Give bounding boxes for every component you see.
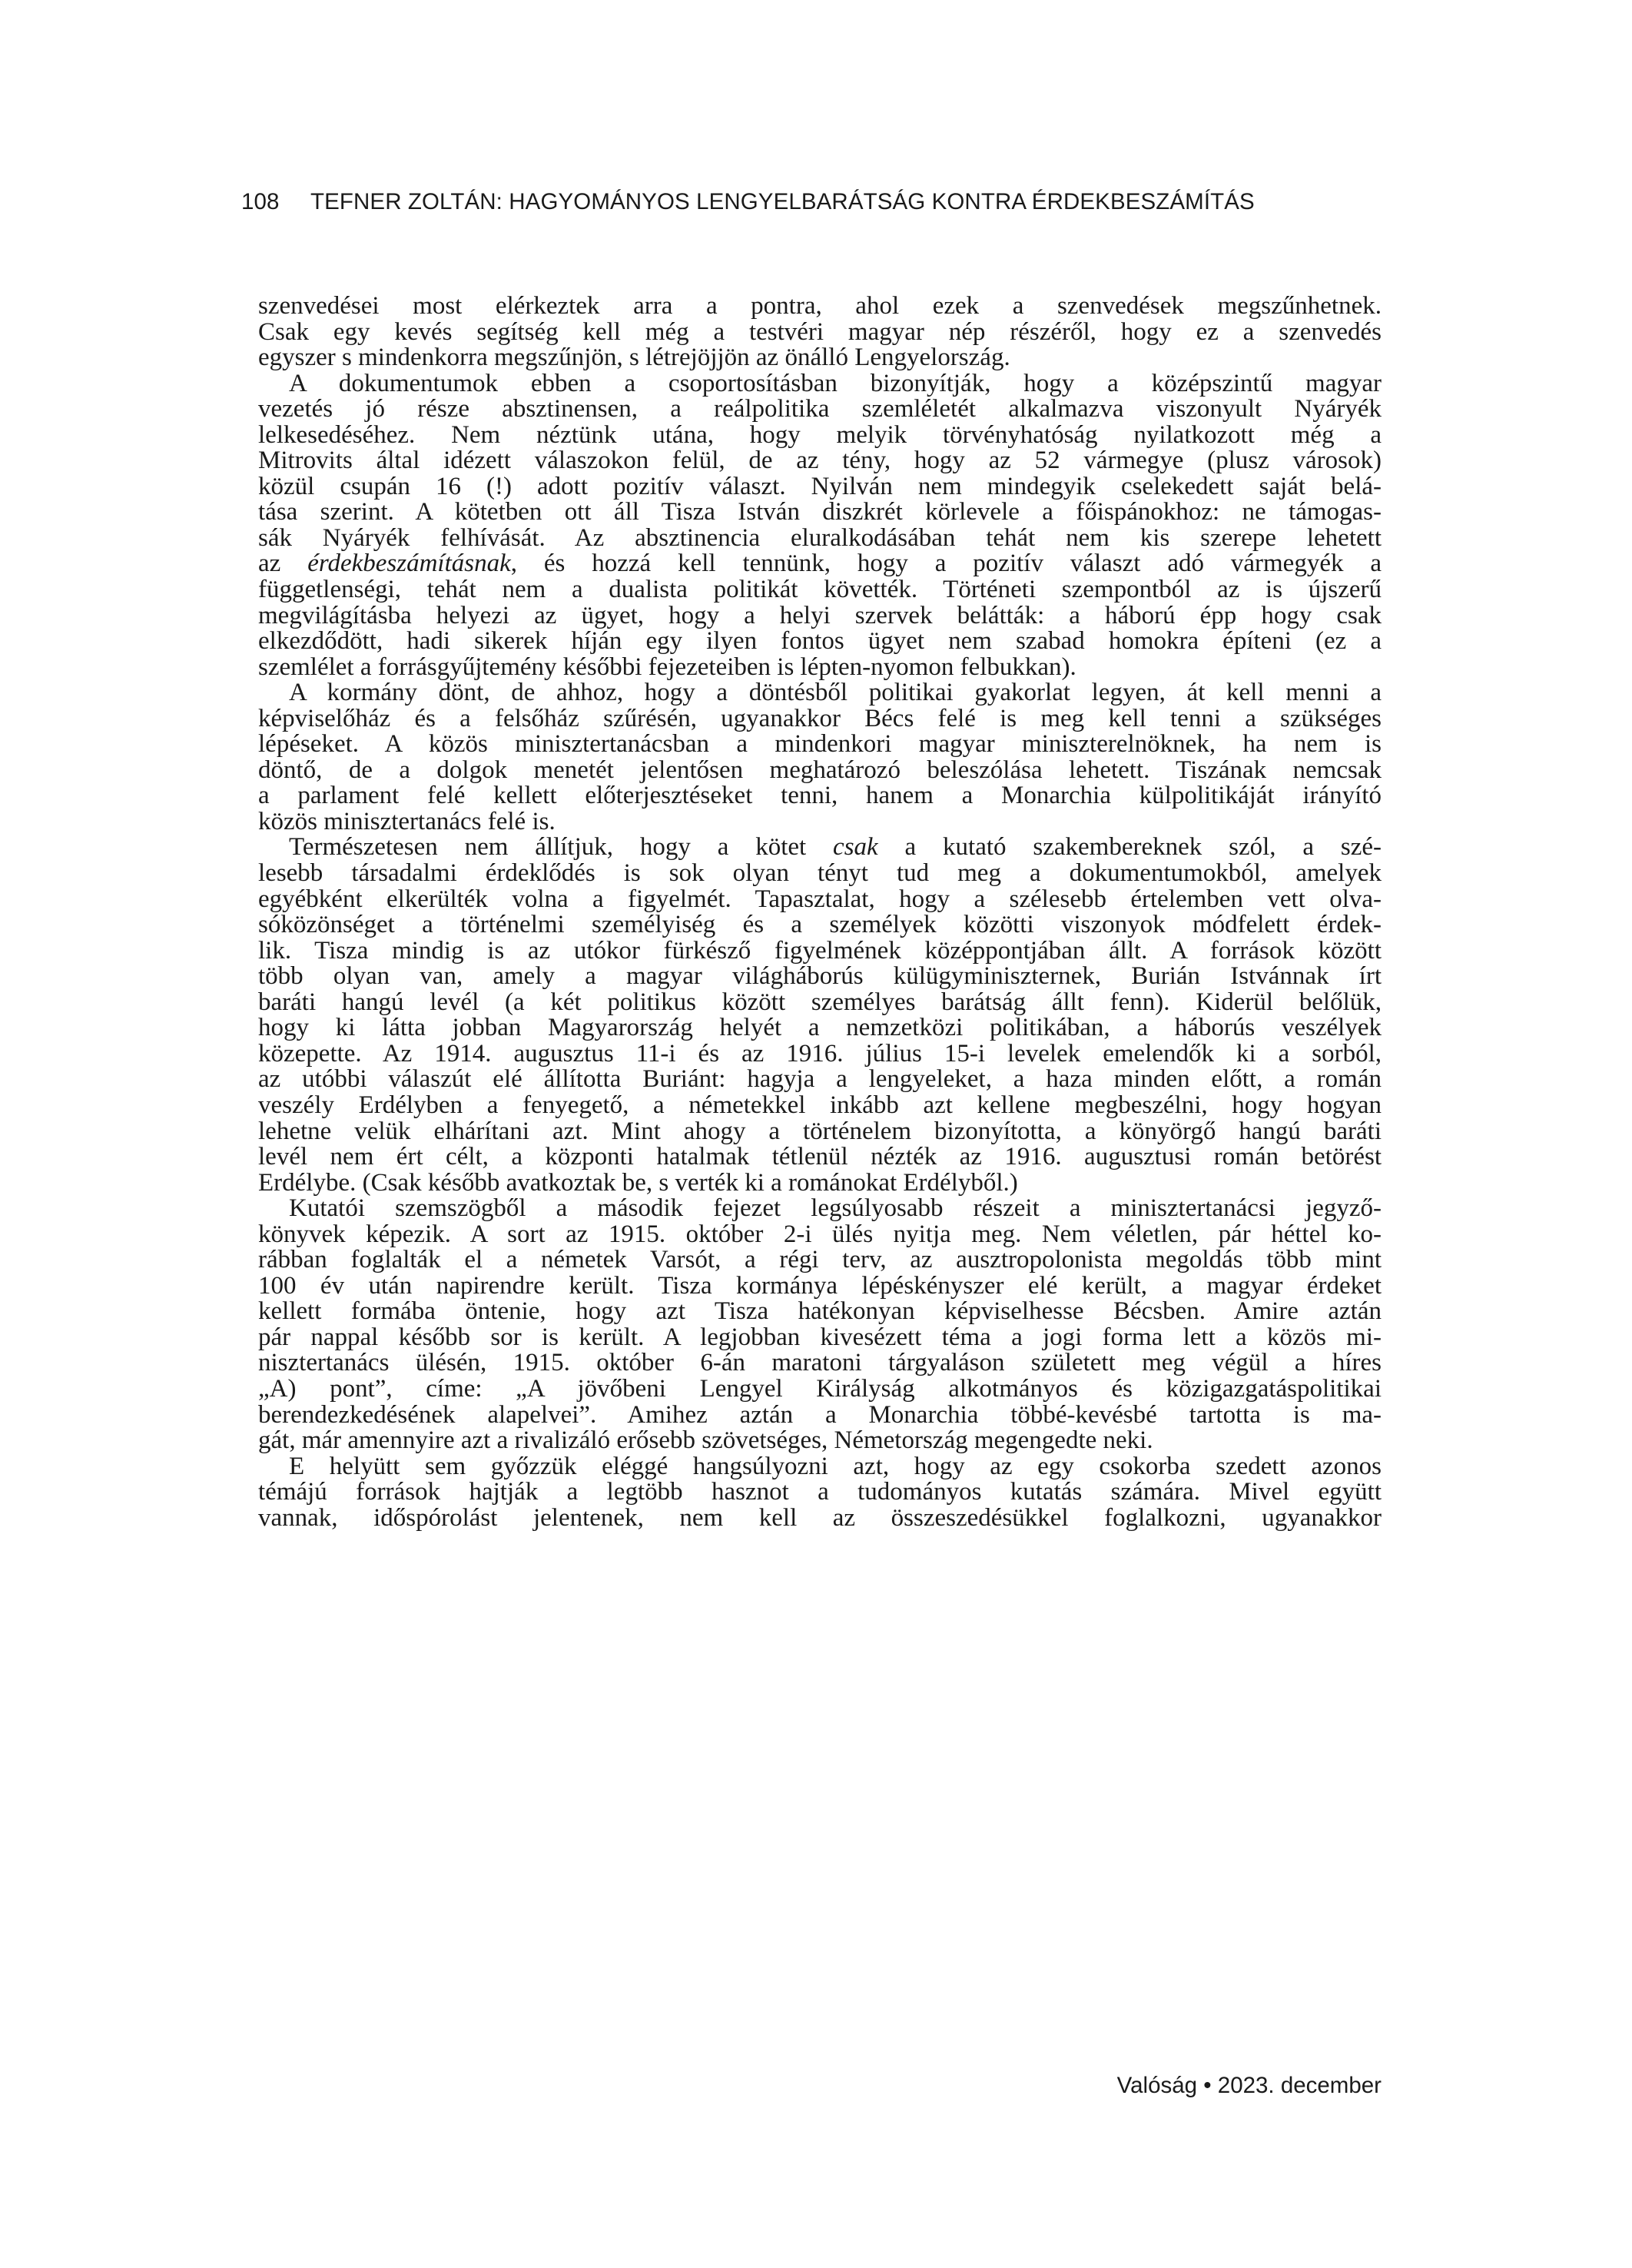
text-line: több olyan van, amely a magyar világháborús külügyminiszternek, Burián Istvánnak írt bbox=[258, 962, 1382, 991]
text-line: berendezkedésének alapelvei”. Amihez aztán a Monarchia többé-kevésbé tartotta is ma- bbox=[258, 1400, 1382, 1429]
text-line: témájú források hajtják a legtöbb hasznot a tudományos kutatás számára. Mivel együtt bbox=[258, 1478, 1382, 1506]
text-line: A kormány dönt, de ahhoz, hogy a döntésből politikai gyakorlat legyen, át kell menni a bbox=[289, 679, 1382, 707]
text-line: döntő, de a dolgok menetét jelentősen meghatározó beleszólása lehetett. Tiszának nemcsak bbox=[258, 755, 1382, 784]
text-line: függetlenségi, tehát nem a dualista politikát követték. Történeti szempontból az is újszerű bbox=[258, 576, 1382, 604]
text-line: baráti hangú levél (a két politikus között személyes barátság állt fenn). Kiderül belőlük, bbox=[258, 988, 1382, 1016]
text-line: pár nappal később sor is került. A legjobban kivesézett téma a jogi forma lett a közös mi- bbox=[258, 1323, 1382, 1351]
text-line: közül csupán 16 (!) adott pozitív választ. Nyilván nem mindegyik cselekedett saját belá- bbox=[258, 472, 1382, 500]
text-line: egyébként elkerülték volna a figyelmét. Tapasztalat, hogy a szélesebb értelemben vett olva- bbox=[258, 885, 1382, 913]
text-line: sóközönséget a történelmi személyiség és a személyek közötti viszonyok módfelett érdek- bbox=[258, 911, 1382, 939]
text-line: rábban foglalták el a németek Varsót, a régi terv, az ausztropolonista megoldás több mint bbox=[258, 1246, 1382, 1274]
text-line: E helyütt sem győzzük eléggé hangsúlyozni azt, hogy az egy csokorba szedett azonos bbox=[289, 1452, 1382, 1480]
text-line: szenvedései most elérkeztek arra a pontra, ahol ezek a szenvedések megszűnhetnek. bbox=[258, 292, 1382, 320]
text-line: az érdekbeszámításnak, és hozzá kell tennünk, hogy a pozitív választ adó vármegyék a bbox=[258, 550, 1382, 578]
text-line: az utóbbi válaszút elé állította Buriánt: hagyja a lengyeleket, a haza minden előtt, a román bbox=[258, 1065, 1382, 1094]
page-number: 108 bbox=[241, 189, 280, 214]
text-line: képviselőház és a felsőház szűrésén, ugyanakkor Bécs felé is meg kell tenni a szükséges bbox=[258, 704, 1382, 732]
emphasis: érdekbeszámításnak bbox=[307, 550, 511, 578]
text-line: lik. Tisza mindig is az utókor fürkésző figyelmének középpontjában állt. A források között bbox=[258, 936, 1382, 965]
paragraph bbox=[258, 1196, 1382, 1453]
text-line: lesebb társadalmi érdeklődés is sok olyan tényt tud meg a dokumentumokból, amelyek bbox=[258, 859, 1382, 888]
text-line: vezetés jó része absztinensen, a reálpolitika szemléletét alkalmazva viszonyult Nyáryék bbox=[258, 395, 1382, 423]
text-line: megvilágításba helyezi az ügyet, hogy a helyi szervek belátták: a háború épp hogy csak bbox=[258, 601, 1382, 629]
paragraph bbox=[258, 835, 1382, 1196]
text-line: Erdélybe. (Csak később avatkoztak be, s verték ki a románokat Erdélyből.) bbox=[258, 1168, 1018, 1197]
text-line: lehetne velük elhárítani azt. Mint ahogy a történelem bizonyította, a könyörgő hangú baráti bbox=[258, 1117, 1382, 1145]
journal-name: Valóság bbox=[1116, 2073, 1198, 2098]
article-body bbox=[258, 294, 1382, 1531]
text-line: lelkesedéséhez. Nem néztünk utána, hogy melyik törvényhatóság nyilatkozott még a bbox=[258, 420, 1382, 449]
paragraph bbox=[258, 371, 1382, 681]
text-line: szemlélet a forrásgyűjtemény későbbi fejezeteiben is lépten-nyomon felbukkan). bbox=[258, 653, 1076, 681]
text-line: közös minisztertanács felé is. bbox=[258, 807, 556, 835]
text-line: tása szerint. A kötetben ott áll Tisza István diszkrét körlevele a főispánokhoz: ne támogas- bbox=[258, 498, 1382, 526]
text-line: könyvek képezik. A sort az 1915. október 2-i ülés nyitja meg. Nem véletlen, pár héttel ko- bbox=[258, 1220, 1382, 1248]
text-line: kellett formába öntenie, hogy azt Tisza hatékonyan képviselhesse Bécsben. Amire aztán bbox=[258, 1297, 1382, 1326]
text-line: A dokumentumok ebben a csoportosításban bizonyítják, hogy a középszintű magyar bbox=[289, 369, 1382, 397]
text-line: „A) pont”, címe: „A jövőbeni Lengyel Királyság alkotmányos és közigazgatáspolitikai bbox=[258, 1374, 1382, 1403]
text-line: Természetesen nem állítjuk, hogy a kötet csak a kutató szakembereknek szól, a szé- bbox=[289, 833, 1382, 862]
paragraph bbox=[258, 1454, 1382, 1532]
text-line: nisztertanács ülésén, 1915. október 6-án maratoni tárgyaláson született meg végül a híres bbox=[258, 1349, 1382, 1377]
page-footer bbox=[1074, 2073, 1382, 2099]
text-line: Csak egy kevés segítség kell még a testvéri magyar nép részéről, hogy ez a szenvedés bbox=[258, 317, 1382, 346]
text-line: hogy ki látta jobban Magyarország helyét a nemzetközi politikában, a háborús veszélyek bbox=[258, 1014, 1382, 1042]
emphasis: csak bbox=[833, 833, 878, 862]
paragraph bbox=[258, 680, 1382, 835]
text-line: lépéseket. A közös minisztertanácsban a mindenkori magyar miniszterelnöknek, ha nem is bbox=[258, 730, 1382, 759]
text-line: sák Nyáryék felhívását. Az absztinencia eluralkodásában tehát nem kis szerepe lehetett bbox=[258, 523, 1382, 552]
text-line: Mitrovits által idézett válaszokon felül, de az tény, hogy az 52 vármegye (plusz városok) bbox=[258, 447, 1382, 475]
paragraph bbox=[258, 294, 1382, 371]
text-line: egyszer s mindenkorra megszűnjön, s létrejöjjön az önálló Lengyelország. bbox=[258, 344, 1010, 372]
text-line: levél nem ért célt, a központi hatalmak tétlenül nézték az 1916. augusztusi román betörést bbox=[258, 1143, 1382, 1171]
text-line: 100 év után napirendre került. Tisza kormánya lépéskényszer elé került, a magyar érdeket bbox=[258, 1271, 1382, 1300]
footer-separator: • bbox=[1203, 2073, 1212, 2098]
running-head bbox=[241, 189, 1394, 215]
issue-date: 2023. december bbox=[1217, 2073, 1382, 2098]
text-line: gát, már amennyire azt a rivalizáló erősebb szövetséges, Németország megengedte neki. bbox=[258, 1426, 1153, 1455]
text-line: veszély Erdélyben a fenyegető, a németekkel inkább azt kellene megbeszélni, hogy hogyan bbox=[258, 1091, 1382, 1119]
text-line: közepette. Az 1914. augusztus 11-i és az 1916. július 15-i levelek emelendők ki a sorból, bbox=[258, 1039, 1382, 1068]
text-line: vannak, időspórolást jelentenek, nem kell az összeszedésükkel foglalkozni, ugyanakkor bbox=[258, 1503, 1382, 1532]
running-head-title: TEFNER ZOLTÁN: HAGYOMÁNYOS LENGYELBARÁTSÁG KONTRA ÉRDEKBESZÁMÍTÁS bbox=[310, 189, 1255, 214]
text-line: Kutatói szemszögből a második fejezet legsúlyosabb részeit a minisztertanácsi jegyző- bbox=[289, 1194, 1382, 1223]
text-line: a parlament felé kellett előterjesztéseket tenni, hanem a Monarchia külpolitikáját irányító bbox=[258, 782, 1382, 810]
text-line: elkezdődött, hadi sikerek híján egy ilyen fontos ügyet nem szabad homokra építeni (ez a bbox=[258, 627, 1382, 656]
